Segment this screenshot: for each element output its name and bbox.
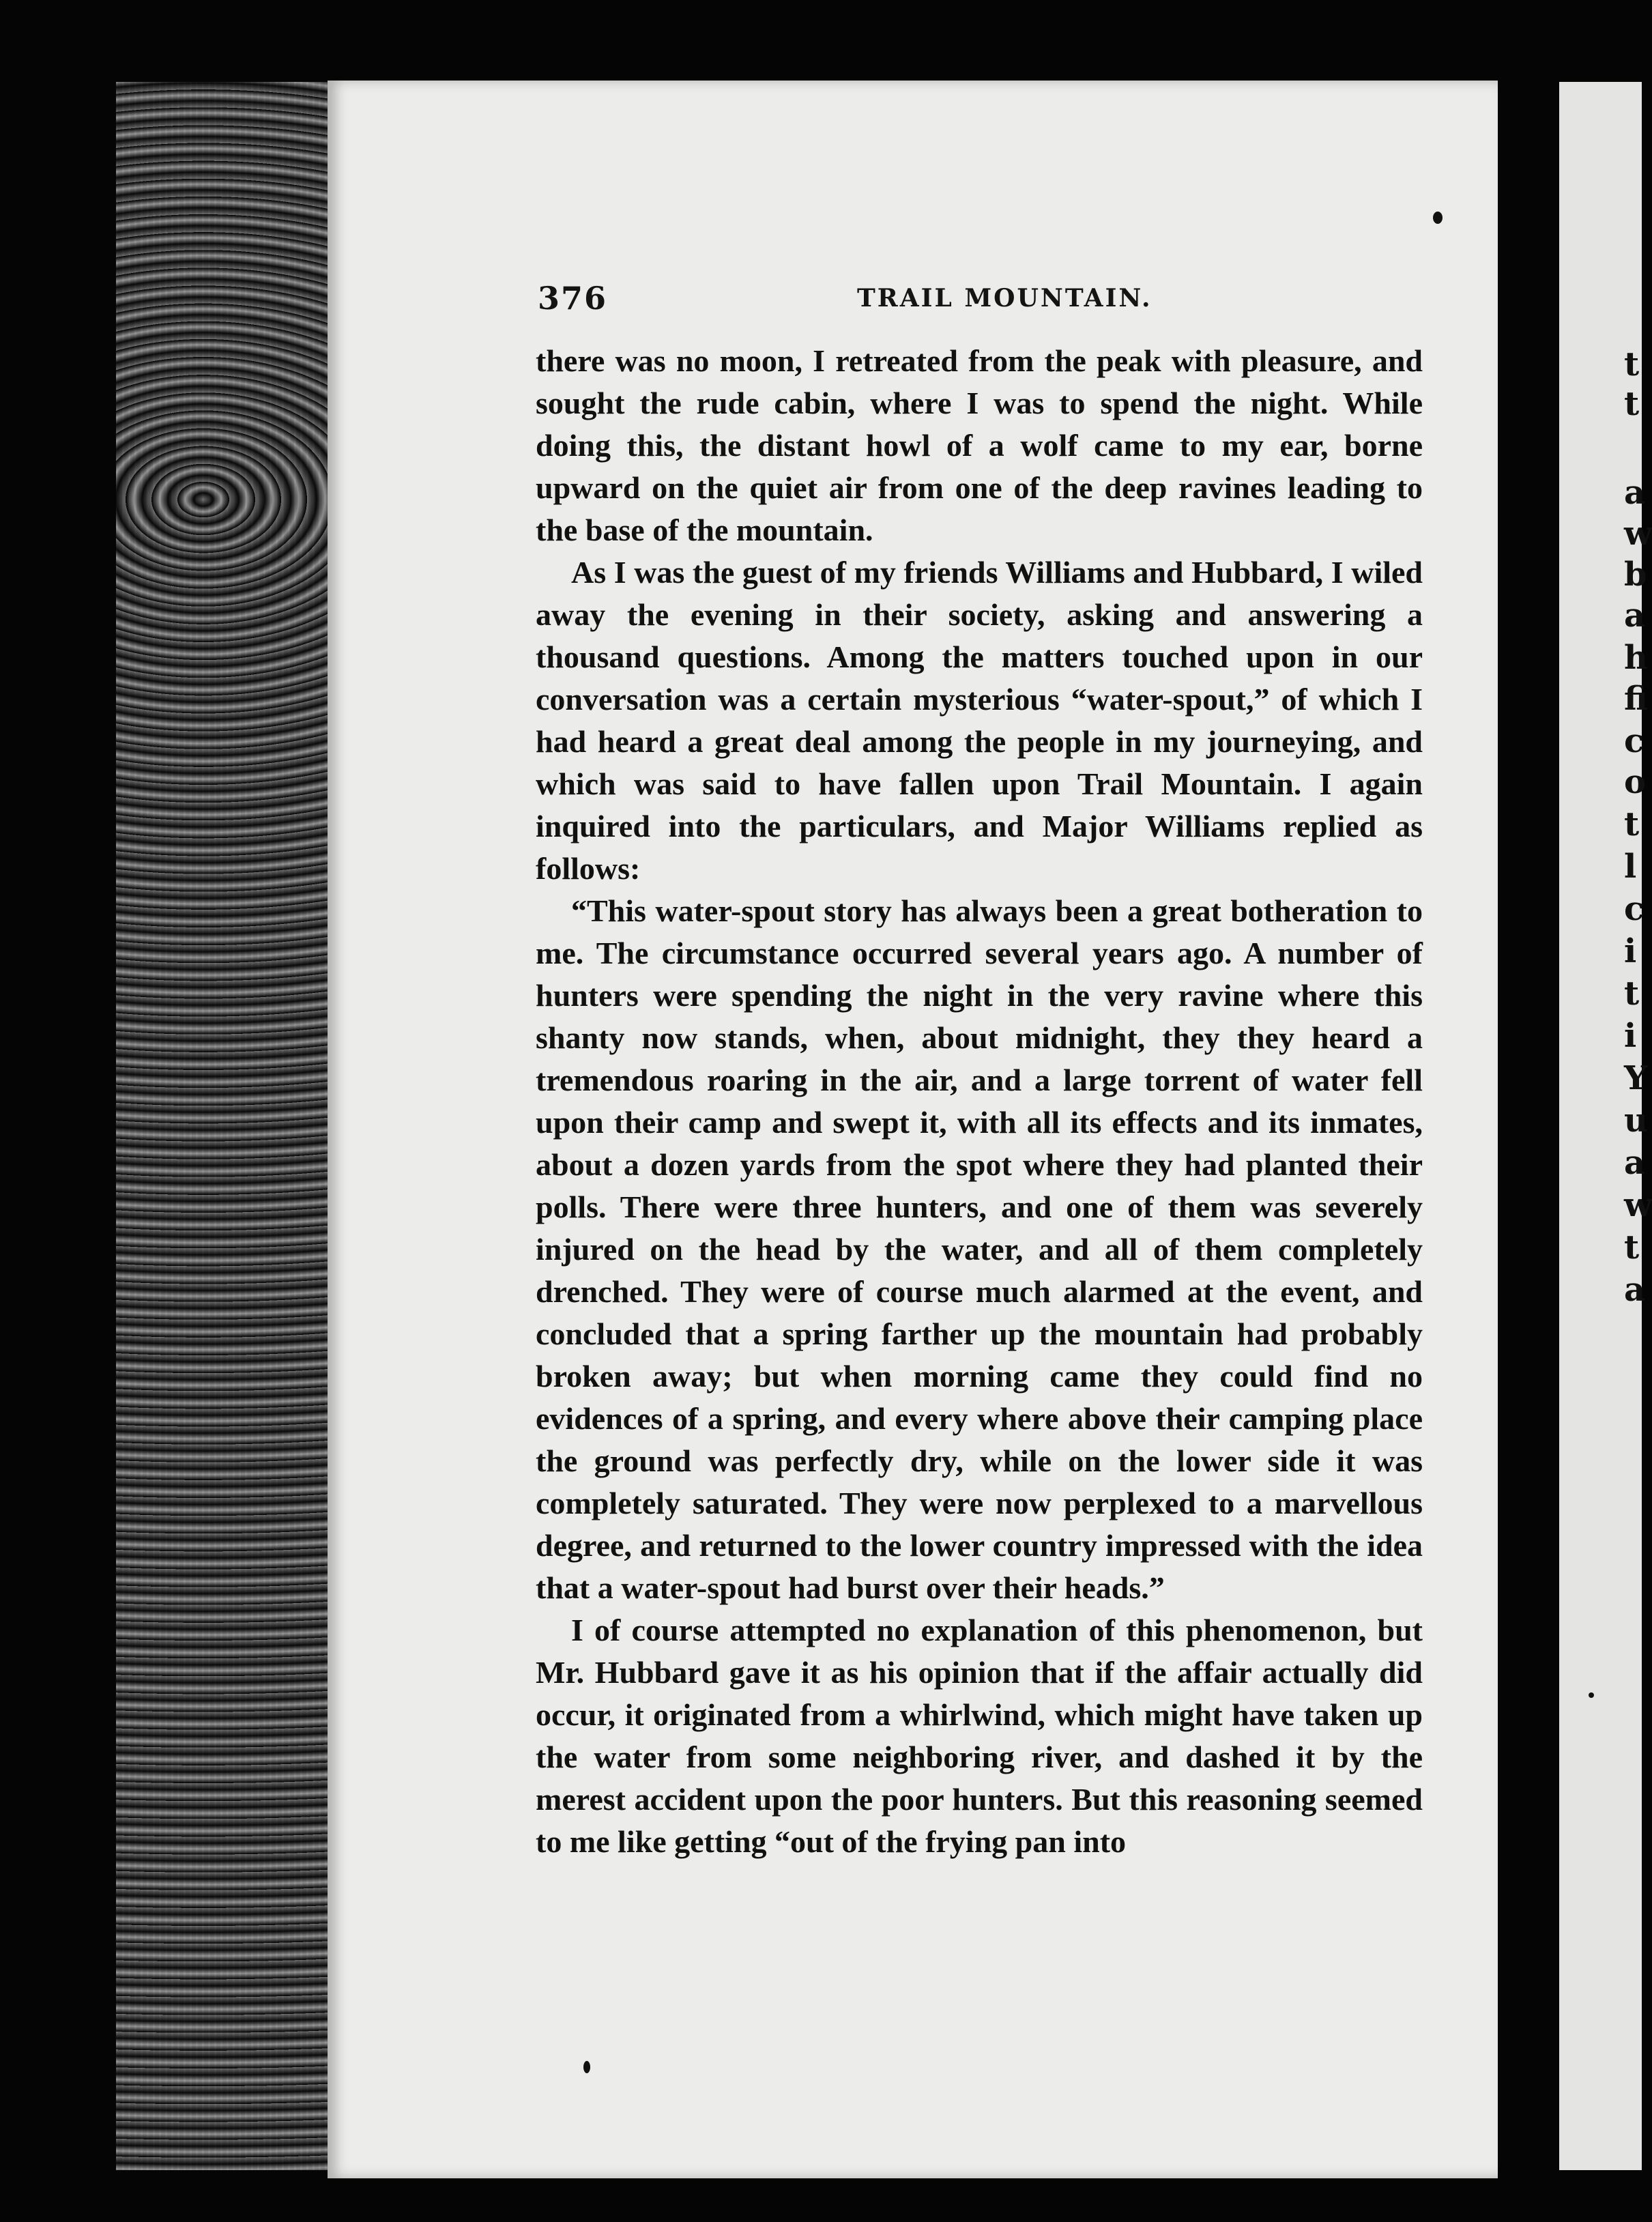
marbled-endpaper: [116, 82, 334, 2170]
adjacent-page-letter: t: [1624, 1228, 1640, 1267]
adjacent-page-letter: t: [1624, 385, 1640, 423]
adjacent-page-letter: fi: [1624, 680, 1648, 718]
adjacent-page-letter: a: [1624, 596, 1646, 635]
scan-speck: [1589, 1692, 1594, 1698]
adjacent-page-letter: b: [1624, 556, 1647, 594]
paragraph: “This water-spout story has always been a great botheration to me. The circumstance occurred several years ago. A number of hunters were spending the night in the very ravine where this shanty now stands, when, about midnight, they they heard a tremendous roaring in the air, and a large torrent of water fell upon their camp and swept it, with all its effects and its inmates, about a dozen yards from the spot where they had planted their polls. There were three hunters, and one of them was severely injured on the head by the water, and all of them completely drenched. They were of course much alarmed at the event, and concluded that a spring farther up the mountain had probably broken away; but when morning came they could find no evidences of a spring, and every where above their camping place the ground was perfectly dry, while on the lower side it was completely saturated. They were now perplexed to a marvellous degree, and returned to the lower country impressed with the idea that a water-spout had burst over their heads.”: [536, 893, 1423, 1605]
paragraph: there was no moon, I retreated from the peak with pleasure, and sought the rude cabin, where I was to spend the night. While doing this, the distant howl of a wolf came to my ear, borne upward on the quiet air from one of the deep ravines leading to the base of the mountain.: [536, 343, 1423, 547]
adjacent-page-letter: a: [1624, 1271, 1646, 1309]
adjacent-page-letter: a: [1624, 1144, 1646, 1182]
adjacent-page-letter: o: [1624, 763, 1647, 801]
adjacent-page-letter: l: [1624, 848, 1637, 886]
scan-speck: [583, 2061, 590, 2073]
running-title: TRAIL MOUNTAIN.: [857, 284, 1153, 313]
adjacent-page-letter: w: [1624, 1186, 1652, 1224]
paragraph: I of course attempted no explanation of this phenomenon, but Mr. Hubbard gave it as his opinion that if the affair actually did occur, it originated from a whirlwind, which might have taken up the water from some neighboring river, and dashed it by the merest accident upon the poor hunters. But this reasoning seemed to me like getting “out of the frying pan into: [536, 1613, 1423, 1859]
adjacent-page-letter: c: [1624, 890, 1644, 928]
adjacent-page-letter: c: [1624, 722, 1644, 760]
adjacent-page-letter: a: [1624, 474, 1646, 512]
adjacent-page-letter: u: [1624, 1101, 1648, 1140]
running-head: [538, 280, 1425, 321]
adjacent-page-letter: Y: [1624, 1059, 1648, 1097]
adjacent-page-letter: h: [1624, 639, 1648, 677]
adjacent-page-letter: t: [1624, 805, 1640, 843]
adjacent-page-letter: w: [1624, 515, 1652, 553]
adjacent-page-letter: i: [1624, 932, 1637, 970]
adjacent-page-letter: i: [1624, 1017, 1637, 1055]
scan-speck: [1433, 212, 1443, 224]
adjacent-page-letter: t: [1624, 345, 1640, 384]
paragraph: As I was the guest of my friends Williams and Hubbard, I wiled away the evening in their society, asking and answering a thousand questions. Among the matters touched upon in our conversation was a certain mysterious “water-spout,” of which I had heard a great deal among the people in my journeying, and which was said to have fallen upon Trail Mountain. I again inquired into the particulars, and Major Williams replied as follows:: [536, 555, 1423, 886]
adjacent-page-letter: t: [1624, 975, 1640, 1013]
body-text: [536, 340, 1423, 1863]
page-number: 376: [538, 280, 608, 317]
